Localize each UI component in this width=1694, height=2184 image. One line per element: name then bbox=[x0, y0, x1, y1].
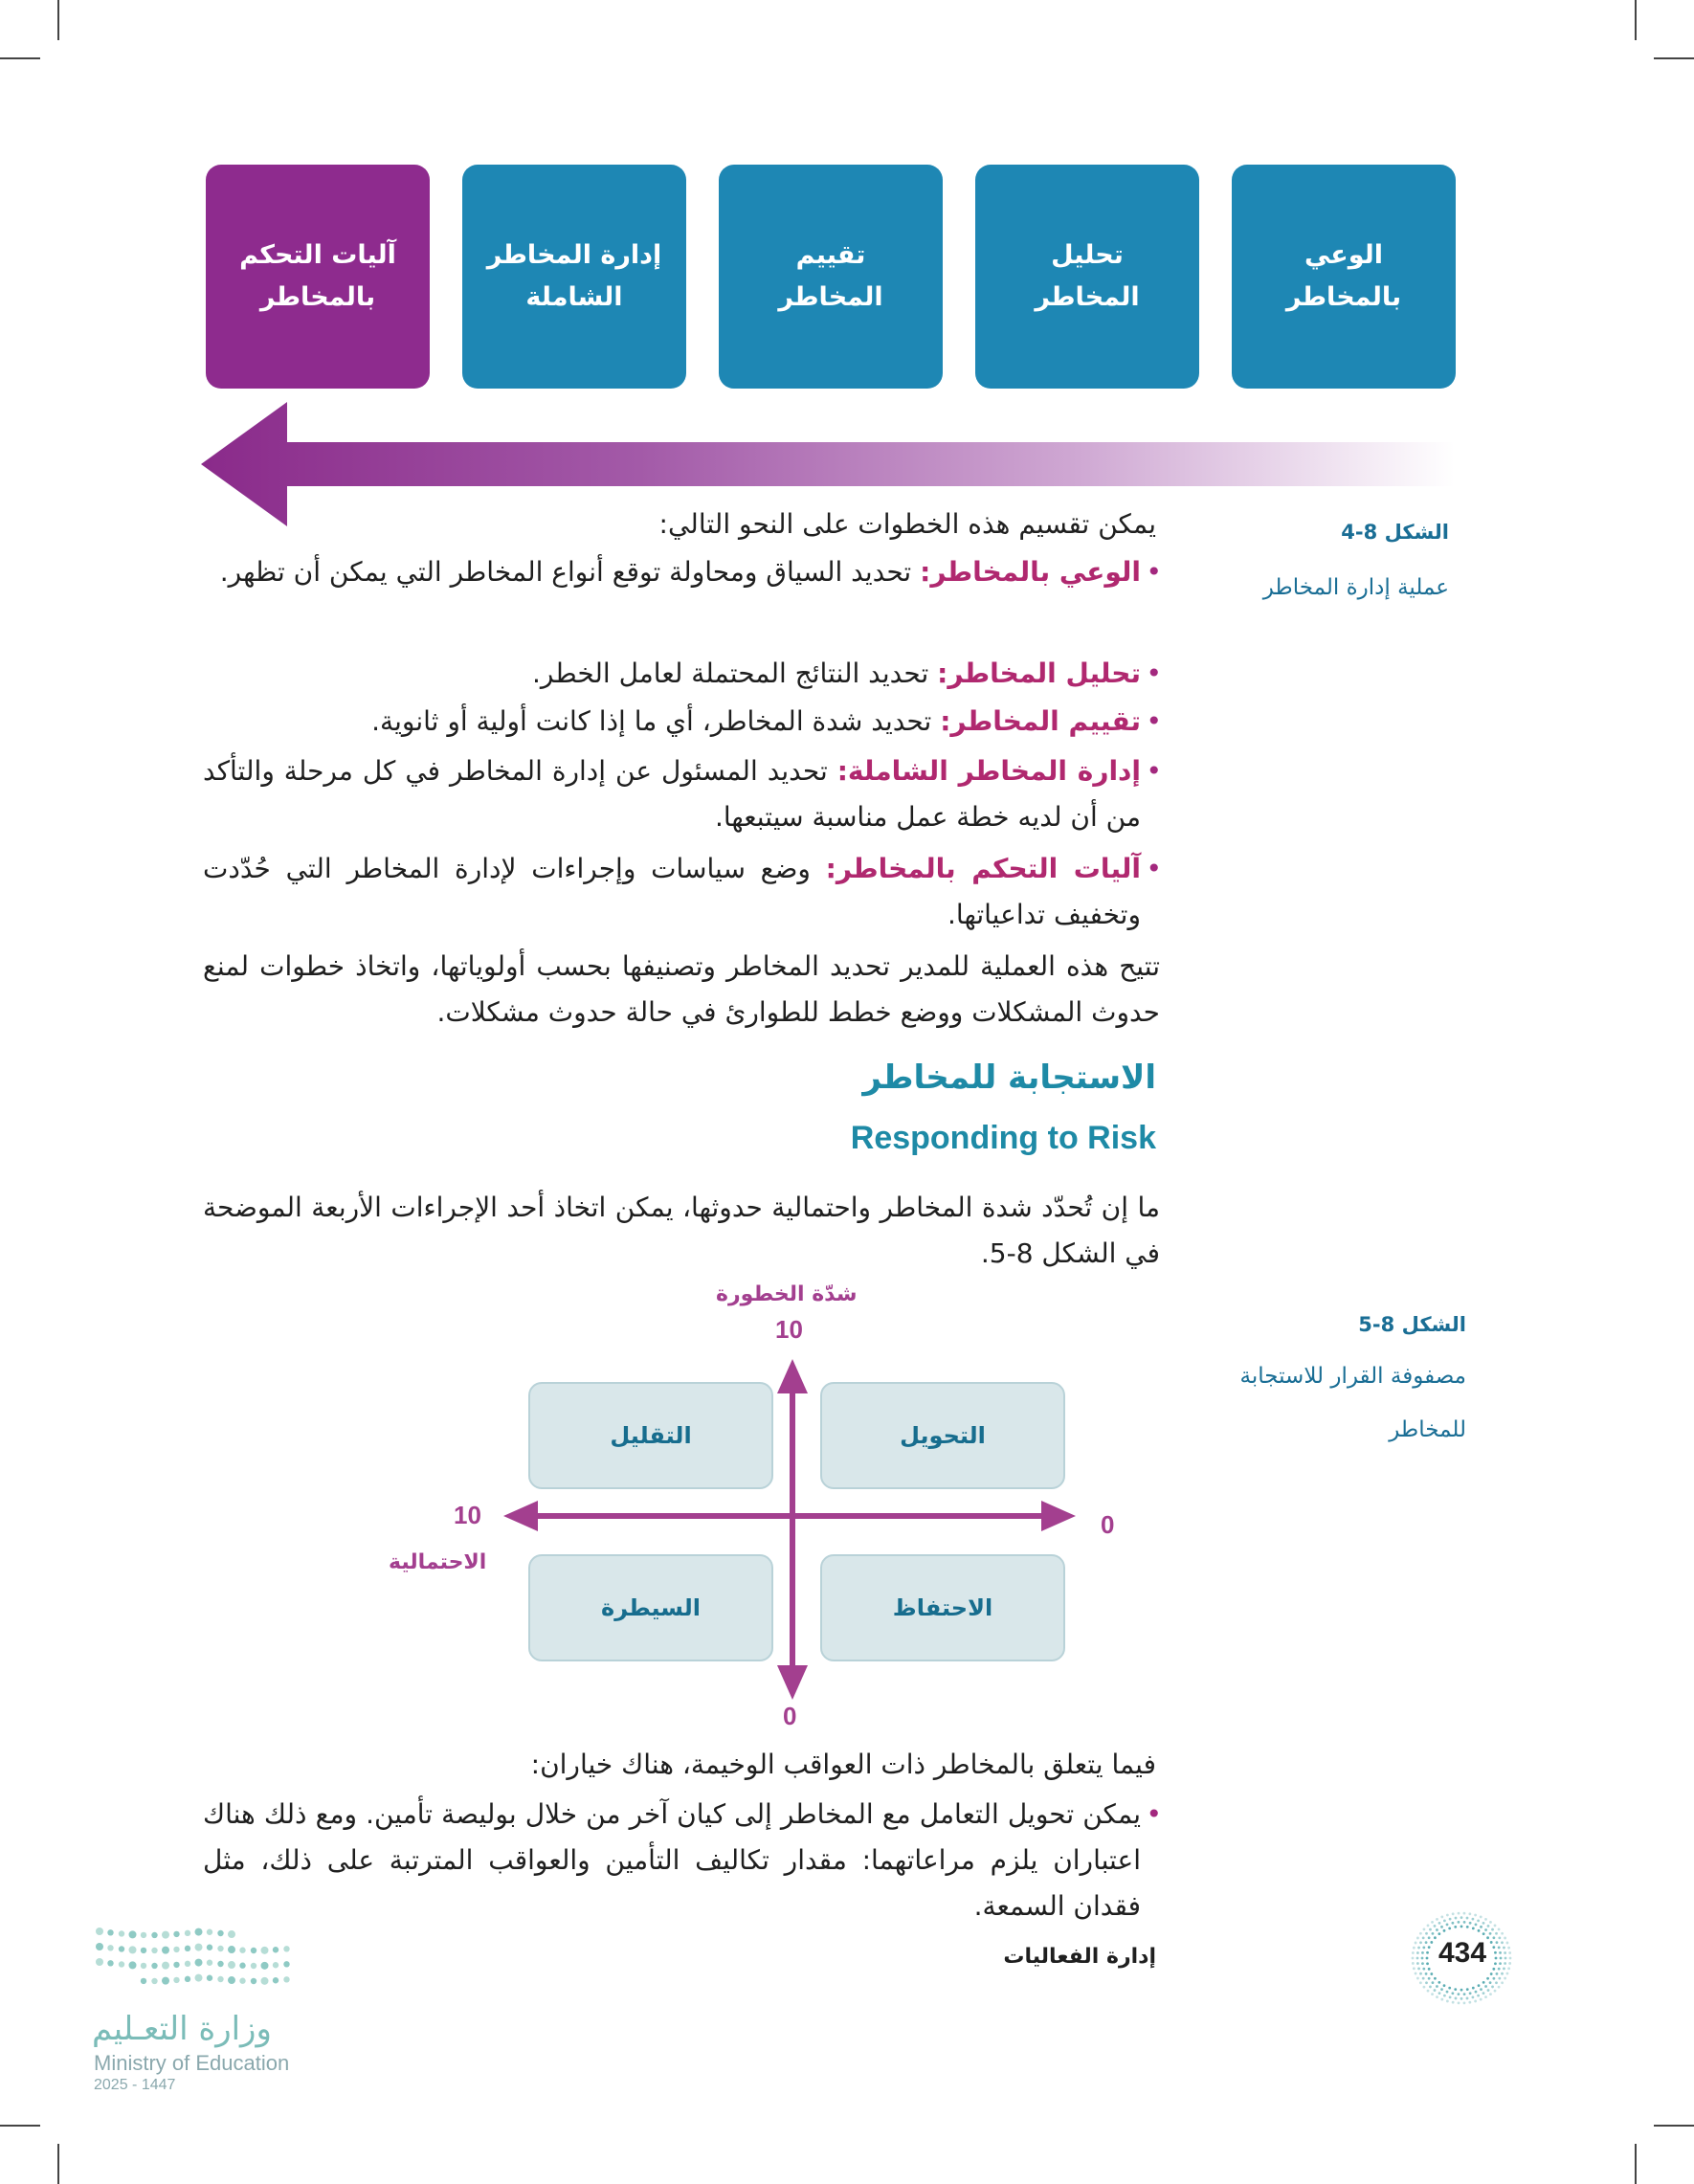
book-title: إدارة الفعاليات bbox=[1003, 1945, 1156, 1969]
quadrant-bottom-left: السيطرة bbox=[528, 1554, 773, 1661]
x-axis-min: 0 bbox=[1101, 1510, 1115, 1539]
list-item: • آليات التحكم بالمخاطر: وضع سياسات وإجراءات لإدارة المخاطر التي حُدّدت وتخفيف تداعياتها. bbox=[203, 853, 1162, 930]
list-item: • تقييم المخاطر: تحديد شدة المخاطر، أي ما إذا كانت أولية أو ثانوية. bbox=[371, 705, 1162, 737]
bullet-text: تحديد النتائج المحتملة لعامل الخطر. bbox=[532, 657, 938, 689]
bullet-term: آليات التحكم بالمخاطر: bbox=[825, 853, 1141, 884]
bullet-text: وضع سياسات وإجراءات لإدارة المخاطر التي حُدّدت وتخفيف تداعياتها. bbox=[203, 853, 1141, 930]
bullet-term: تحليل المخاطر: bbox=[937, 657, 1141, 689]
intro-text: يمكن تقسيم هذه الخطوات على النحو التالي: bbox=[658, 508, 1156, 540]
list-item: • تحليل المخاطر: تحديد النتائج المحتملة لعامل الخطر. bbox=[532, 657, 1162, 689]
list-item: • إدارة المخاطر الشاملة: تحديد المسئول عن إدارة المخاطر في كل مرحلة والتأكد من أن لديه خطة عمل مناسبة سيتبعها. bbox=[203, 755, 1162, 833]
bullet-text: تحديد شدة المخاطر، أي ما إذا كانت أولية أو ثانوية. bbox=[371, 705, 941, 737]
figure-4-caption: عملية إدارة المخاطر bbox=[1262, 575, 1449, 600]
crop-mark bbox=[1654, 57, 1694, 59]
section-heading-ar: الاستجابة للمخاطر bbox=[862, 1059, 1156, 1097]
bullet-text: تحديد المسئول عن إدارة المخاطر في كل مرحلة والتأكد من أن لديه خطة عمل مناسبة سيتبعها. bbox=[203, 755, 1141, 833]
process-step-analysis: تحليل المخاطر bbox=[975, 165, 1199, 389]
crop-mark bbox=[57, 0, 59, 40]
process-step-comprehensive: إدارة المخاطر الشاملة bbox=[462, 165, 686, 389]
x-axis-label: الاحتمالية bbox=[389, 1550, 487, 1574]
bullet-term: تقييم المخاطر: bbox=[940, 705, 1141, 737]
crop-mark bbox=[0, 2125, 40, 2127]
bullet-text: يمكن تحويل التعامل مع المخاطر إلى كيان آخر من خلال بوليصة تأمين. ومع ذلك هناك اعتباران يلزم مراعاتهما: مقدار تكاليف التأمين والعواقب المترتبة على ذلك، مثل فقدان السمعة. bbox=[203, 1798, 1141, 1922]
figure-4-number: الشكل 8-4 bbox=[1341, 521, 1449, 544]
process-step-control: آليات التحكم بالمخاطر bbox=[206, 165, 430, 389]
y-axis-min: 0 bbox=[783, 1702, 797, 1730]
figure-5-caption-line1: مصفوفة القرار للاستجابة bbox=[1239, 1364, 1466, 1389]
list-item: • الوعي بالمخاطر: تحديد السياق ومحاولة توقع أنواع المخاطر التي يمكن أن تظهر. bbox=[219, 556, 1162, 588]
y-axis-label: شدّة الخطورة bbox=[716, 1282, 858, 1306]
section-heading-en: Responding to Risk bbox=[850, 1120, 1156, 1156]
ministry-year: 2025 - 1447 bbox=[94, 2077, 176, 2093]
crop-mark bbox=[1654, 2125, 1694, 2127]
bullet-term: إدارة المخاطر الشاملة: bbox=[836, 755, 1142, 787]
bullet-text: تحديد السياق ومحاولة توقع أنواع المخاطر التي يمكن أن تظهر. bbox=[219, 556, 921, 588]
y-axis-max: 10 bbox=[775, 1315, 803, 1344]
list-item: • يمكن تحويل التعامل مع المخاطر إلى كيان آخر من خلال بوليصة تأمين. ومع ذلك هناك اعتباران يلزم مراعاتهما: مقدار تكاليف التأمين والعواقب المترتبة على ذلك، مثل فقدان السمعة. bbox=[203, 1798, 1162, 1922]
process-step-awareness: الوعي بالمخاطر bbox=[1232, 165, 1456, 389]
x-axis-max: 10 bbox=[454, 1501, 481, 1529]
crop-mark bbox=[1635, 0, 1637, 40]
process-step-evaluation: تقييم المخاطر bbox=[719, 165, 943, 389]
quadrant-top-right: التحويل bbox=[820, 1382, 1065, 1489]
paragraph-severe-risks: فيما يتعلق بالمخاطر ذات العواقب الوخيمة، هناك خياران: bbox=[530, 1749, 1156, 1780]
paragraph-responding: ما إن تُحدّد شدة المخاطر واحتمالية حدوثها، يمكن اتخاذ أحد الإجراءات الأربعة الموضحة في الشكل 8-5. bbox=[203, 1192, 1160, 1269]
figure-5-caption-line2: للمخاطر bbox=[1389, 1417, 1466, 1442]
ministry-name-en: Ministry of Education bbox=[94, 2051, 290, 2075]
ministry-logo bbox=[92, 1920, 302, 2006]
matrix-axes bbox=[498, 1349, 1081, 1704]
quadrant-bottom-right: الاحتفاظ bbox=[820, 1554, 1065, 1661]
crop-mark bbox=[0, 57, 40, 59]
crop-mark bbox=[1635, 2144, 1637, 2184]
page-number: 434 bbox=[1438, 1937, 1487, 1969]
bullet-term: الوعي بالمخاطر: bbox=[920, 556, 1141, 588]
crop-mark bbox=[57, 2144, 59, 2184]
figure-5-number: الشكل 8-5 bbox=[1358, 1313, 1466, 1336]
paragraph-process: تتيح هذه العملية للمدير تحديد المخاطر وتصنيفها بحسب أولوياتها، واتخاذ خطوات لمنع حدوث المشكلات ووضع خطط للطوارئ في حالة حدوث مشكلات. bbox=[203, 950, 1160, 1028]
ministry-name-ar: وزارة التعـليم bbox=[92, 2010, 272, 2048]
quadrant-top-left: التقليل bbox=[528, 1382, 773, 1489]
